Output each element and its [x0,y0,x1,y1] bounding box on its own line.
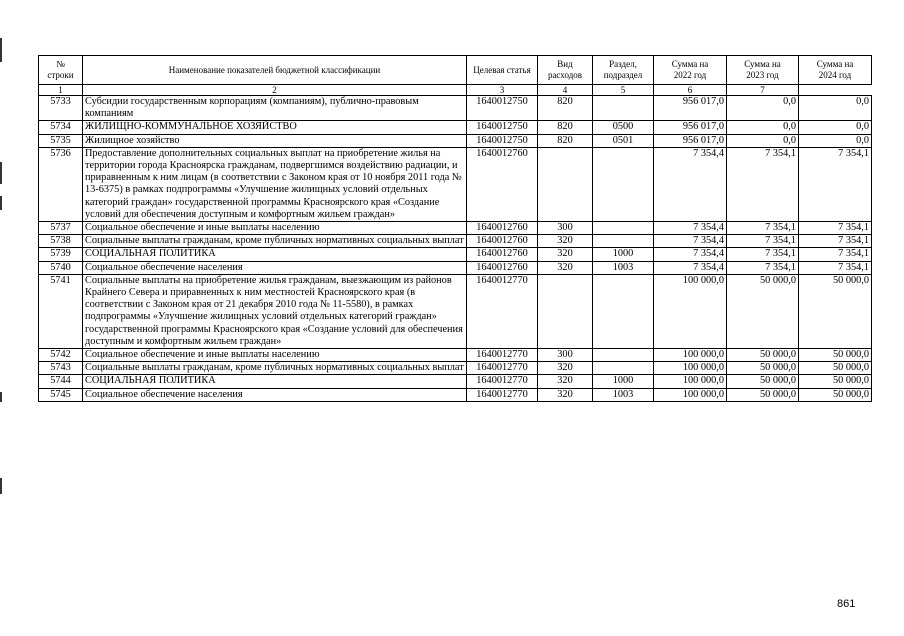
indicator-name-cell: Субсидии государственным корпорациям (компаниям), публично-правовым компаниям [83,96,467,121]
section-cell [593,222,654,235]
indicator-name-cell: Социальное обеспечение населения [83,388,467,401]
target-article-cell: 1640012750 [467,121,538,134]
header-row-number: № строки [39,56,83,85]
sum-2022-cell: 956 017,0 [654,96,727,121]
sum-2022-cell: 100 000,0 [654,349,727,362]
expense-type-cell: 320 [538,388,593,401]
table-row [39,362,872,375]
target-article-cell: 1640012760 [467,235,538,248]
section-cell: 0501 [593,134,654,147]
target-article-cell: 1640012770 [467,375,538,388]
sum-2022-cell: 7 354,4 [654,222,727,235]
target-article-cell: 1640012770 [467,362,538,375]
indicator-name-cell: Социальное обеспечение населения [83,261,467,274]
row-number-cell: 5741 [39,274,83,348]
target-article-cell: 1640012770 [467,349,538,362]
sum-2023-cell: 0,0 [727,121,799,134]
table-row [39,261,872,274]
table-row [39,96,872,121]
sum-2023-cell: 50 000,0 [727,388,799,401]
sum-2024-cell: 7 354,1 [799,261,872,274]
header-sum-2022: Сумма на 2022 год [654,56,727,85]
sum-2022-cell: 100 000,0 [654,375,727,388]
indicator-name-cell: СОЦИАЛЬНАЯ ПОЛИТИКА [83,248,467,261]
sum-2023-cell: 0,0 [727,134,799,147]
column-number-row [39,85,872,96]
scan-margin-mark [0,392,2,402]
expense-type-cell [538,274,593,348]
budget-classification-table [38,55,872,402]
sum-2024-cell: 50 000,0 [799,388,872,401]
target-article-cell: 1640012760 [467,147,538,221]
expense-type-cell: 300 [538,349,593,362]
indicator-name-cell: ЖИЛИЩНО-КОММУНАЛЬНОЕ ХОЗЯЙСТВО [83,121,467,134]
expense-type-cell: 320 [538,362,593,375]
table-body [39,96,872,402]
table-row [39,349,872,362]
table-header-row [39,56,872,85]
scan-margin-mark [0,478,2,494]
column-number: 3 [467,85,538,96]
column-number: 5 [593,85,654,96]
row-number-cell: 5733 [39,96,83,121]
row-number-cell: 5744 [39,375,83,388]
sum-2023-cell: 7 354,1 [727,235,799,248]
expense-type-cell: 320 [538,248,593,261]
sum-2024-cell: 50 000,0 [799,375,872,388]
indicator-name-cell: Предоставление дополнительных социальных выплат на приобретение жилья на территории города Красноярска гражданам, подвергшимся воздействию радиации, и приравненным к ним лицам (в соответствии с Законом края от 10 ноября 2011 года № 13-6375) в рамках подпрограммы «Улучшение жилищных условий отдельных категорий граждан» государственной программы Красноярского края «Создание условий для обеспечения доступным и комфортным жильем граждан» [83,147,467,221]
sum-2023-cell: 7 354,1 [727,147,799,221]
section-cell: 1003 [593,388,654,401]
sum-2023-cell: 50 000,0 [727,274,799,348]
row-number-cell: 5745 [39,388,83,401]
row-number-cell: 5738 [39,235,83,248]
target-article-cell: 1640012750 [467,134,538,147]
target-article-cell: 1640012770 [467,388,538,401]
sum-2023-cell: 50 000,0 [727,362,799,375]
section-cell [593,349,654,362]
table-row [39,274,872,348]
table-row [39,375,872,388]
section-cell: 0500 [593,121,654,134]
sum-2023-cell: 7 354,1 [727,248,799,261]
sum-2022-cell: 7 354,4 [654,235,727,248]
sum-2024-cell: 7 354,1 [799,222,872,235]
indicator-name-cell: Социальное обеспечение и иные выплаты населению [83,349,467,362]
scan-margin-mark [0,162,2,184]
column-number: 4 [538,85,593,96]
sum-2022-cell: 7 354,4 [654,261,727,274]
sum-2023-cell: 0,0 [727,96,799,121]
section-cell: 1000 [593,375,654,388]
indicator-name-cell: СОЦИАЛЬНАЯ ПОЛИТИКА [83,375,467,388]
table-row [39,388,872,401]
row-number-cell: 5743 [39,362,83,375]
expense-type-cell: 820 [538,134,593,147]
sum-2023-cell: 50 000,0 [727,375,799,388]
header-sum-2023: Сумма на 2023 год [727,56,799,85]
section-cell [593,147,654,221]
sum-2024-cell: 50 000,0 [799,349,872,362]
header-section: Раздел, подраздел [593,56,654,85]
section-cell: 1000 [593,248,654,261]
column-number: 2 [83,85,467,96]
sum-2022-cell: 100 000,0 [654,274,727,348]
sum-2022-cell: 956 017,0 [654,134,727,147]
row-number-cell: 5734 [39,121,83,134]
sum-2022-cell: 100 000,0 [654,388,727,401]
section-cell [593,96,654,121]
expense-type-cell: 320 [538,375,593,388]
section-cell [593,235,654,248]
sum-2023-cell: 7 354,1 [727,222,799,235]
expense-type-cell: 820 [538,121,593,134]
sum-2024-cell: 0,0 [799,96,872,121]
expense-type-cell: 300 [538,222,593,235]
expense-type-cell: 820 [538,96,593,121]
sum-2022-cell: 100 000,0 [654,362,727,375]
row-number-cell: 5740 [39,261,83,274]
expense-type-cell: 320 [538,261,593,274]
indicator-name-cell: Социальные выплаты гражданам, кроме публичных нормативных социальных выплат [83,235,467,248]
table-row [39,222,872,235]
sum-2024-cell: 50 000,0 [799,274,872,348]
sum-2022-cell: 956 017,0 [654,121,727,134]
scan-margin-mark [0,38,2,62]
row-number-cell: 5739 [39,248,83,261]
table-row [39,235,872,248]
header-target-article: Целевая статья [467,56,538,85]
section-cell [593,362,654,375]
section-cell: 1003 [593,261,654,274]
sum-2024-cell: 7 354,1 [799,248,872,261]
column-number: 6 [654,85,727,96]
row-number-cell: 5742 [39,349,83,362]
table-row [39,248,872,261]
sum-2024-cell: 0,0 [799,134,872,147]
section-cell [593,274,654,348]
target-article-cell: 1640012760 [467,248,538,261]
row-number-cell: 5735 [39,134,83,147]
page-number: 861 [837,598,856,610]
row-number-cell: 5736 [39,147,83,221]
indicator-name-cell: Социальные выплаты гражданам, кроме публичных нормативных социальных выплат [83,362,467,375]
scan-margin-mark [0,196,2,210]
table-row [39,147,872,221]
table-row [39,121,872,134]
indicator-name-cell: Жилищное хозяйство [83,134,467,147]
row-number-cell: 5737 [39,222,83,235]
expense-type-cell [538,147,593,221]
table-row [39,134,872,147]
indicator-name-cell: Социальное обеспечение и иные выплаты населению [83,222,467,235]
target-article-cell: 1640012750 [467,96,538,121]
target-article-cell: 1640012760 [467,261,538,274]
sum-2024-cell: 7 354,1 [799,235,872,248]
sum-2024-cell: 0,0 [799,121,872,134]
sum-2024-cell: 7 354,1 [799,147,872,221]
header-sum-2024: Сумма на 2024 год [799,56,872,85]
indicator-name-cell: Социальные выплаты на приобретение жилья гражданам, выезжающим из районов Крайнего Севера и приравненных к ним местностей Красноярского края (в соответствии с Законом края от 21 декабря 2010 года № 11-5580), в рамках подпрограммы «Улучшение жилищных условий отдельных категорий граждан» государственной программы Красноярского края «Создание условий для обеспечения доступным и комфортным жильем граждан» [83,274,467,348]
sum-2023-cell: 50 000,0 [727,349,799,362]
column-number: 7 [727,85,799,96]
header-expense-type: Вид расходов [538,56,593,85]
sum-2023-cell: 7 354,1 [727,261,799,274]
target-article-cell: 1640012760 [467,222,538,235]
expense-type-cell: 320 [538,235,593,248]
target-article-cell: 1640012770 [467,274,538,348]
sum-2022-cell: 7 354,4 [654,147,727,221]
sum-2024-cell: 50 000,0 [799,362,872,375]
header-indicator-name: Наименование показателей бюджетной классификации [83,56,467,85]
column-number: 1 [39,85,83,96]
sum-2022-cell: 7 354,4 [654,248,727,261]
